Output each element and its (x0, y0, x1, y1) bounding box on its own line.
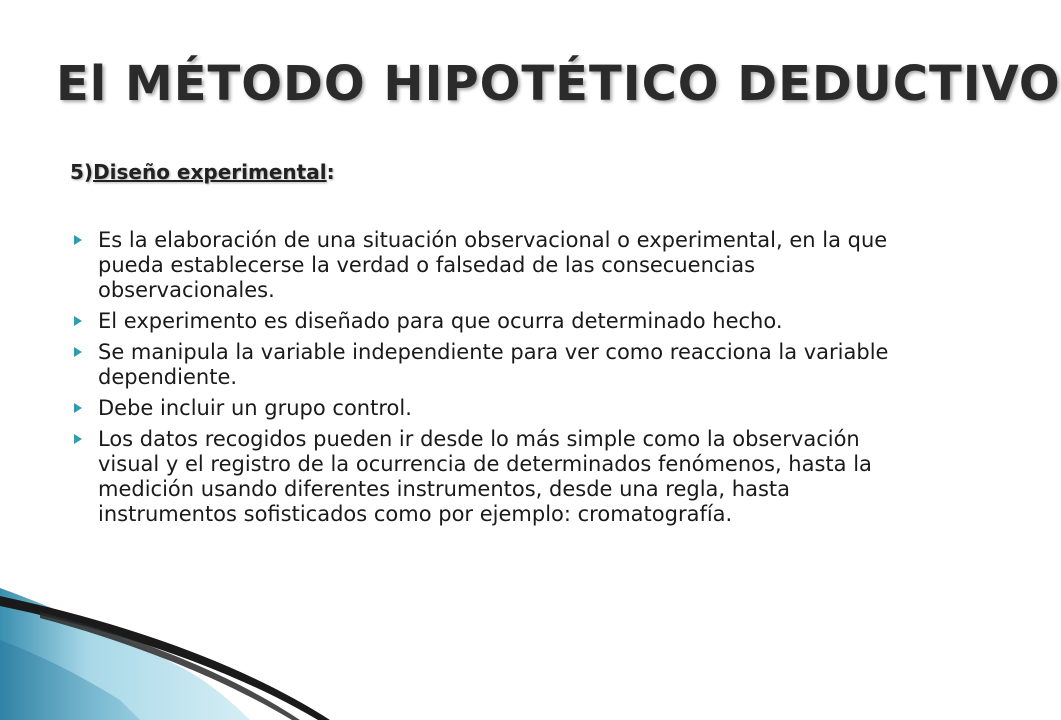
subtitle-number: 5) (70, 160, 94, 184)
bullet-item (72, 228, 912, 303)
triangle-bullet-icon (74, 403, 82, 413)
wave-blue-dark (0, 640, 140, 720)
section-subtitle (70, 158, 335, 186)
triangle-bullet-icon (74, 434, 82, 444)
subtitle-suffix: : (326, 160, 335, 184)
wave-blue-light (0, 588, 250, 720)
bullet-text: Debe incluir un grupo control. (98, 396, 412, 420)
wave-dark (0, 596, 330, 720)
bullet-item (72, 309, 912, 334)
bullet-list (72, 228, 912, 533)
subtitle-text: Diseño experimental (93, 160, 327, 184)
bullet-text: Se manipula la variable independiente para ver como reacciona la variable dependiente. (98, 340, 889, 389)
bullet-text: El experimento es diseñado para que ocurra determinado hecho. (98, 309, 783, 333)
bullet-item (72, 396, 912, 421)
bullet-item (72, 427, 912, 527)
triangle-bullet-icon (74, 235, 82, 245)
bullet-item (72, 340, 912, 390)
slide-title: El MÉTODO HIPOTÉTICO DEDUCTIVO (56, 56, 1061, 112)
triangle-bullet-icon (74, 347, 82, 357)
bullet-text: Es la elaboración de una situación observacional o experimental, en la que pueda establecerse la verdad o falsedad de las consecuencias observacionales. (98, 228, 888, 302)
bullet-text: Los datos recogidos pueden ir desde lo más simple como la observación visual y el registro de la ocurrencia de determinados fenómenos, hasta la medición usando diferentes instrumentos, desde una regla, hasta instrumentos sofisticados como por ejemplo: cromatografía. (98, 427, 872, 526)
triangle-bullet-icon (74, 316, 82, 326)
wave-dark-thin (40, 612, 300, 720)
